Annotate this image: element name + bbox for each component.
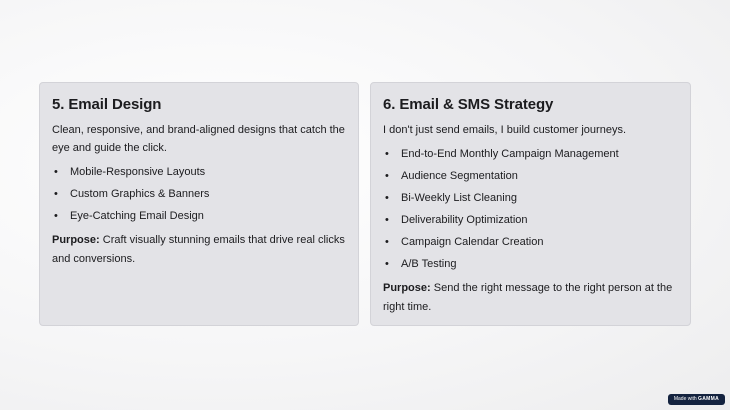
bullet-icon: •: [54, 166, 58, 178]
purpose-label: Purpose:: [383, 282, 431, 294]
made-with-gamma-badge[interactable]: Made with GAMMA: [668, 394, 725, 405]
list-item: • Eye-Catching Email Design: [52, 205, 346, 227]
bullet-icon: •: [385, 192, 389, 204]
card-title: 5. Email Design: [52, 96, 162, 113]
list-item: • Bi-Weekly List Cleaning: [383, 187, 678, 209]
card-description: Clean, responsive, and brand-aligned designs that catch the eye and guide the click.: [52, 124, 345, 154]
bullet-icon: •: [385, 236, 389, 248]
list-item: • Audience Segmentation: [383, 165, 678, 187]
bullet-icon: •: [385, 148, 389, 160]
bullet-icon: •: [385, 258, 389, 270]
email-design-card: [39, 82, 359, 326]
purpose-text: Purpose: Send the right message to the right person at the right time.: [383, 282, 673, 313]
bullet-icon: •: [54, 210, 58, 222]
bullet-icon: •: [385, 170, 389, 182]
list-item: • Custom Graphics & Banners: [52, 183, 346, 205]
card-title: 6. Email & SMS Strategy: [383, 96, 554, 113]
list-item: • A/B Testing: [383, 253, 678, 275]
list-item: • Mobile-Responsive Layouts: [52, 161, 346, 183]
gamma-logo: GAMMA: [698, 396, 719, 402]
bullet-icon: •: [54, 188, 58, 200]
list-item: • End-to-End Monthly Campaign Management: [383, 143, 678, 165]
feature-list: [383, 143, 678, 275]
card-description: I don't just send emails, I build customer journeys.: [383, 124, 626, 136]
bullet-icon: •: [385, 214, 389, 226]
list-item: • Deliverability Optimization: [383, 209, 678, 231]
feature-list: [52, 161, 346, 227]
email-sms-strategy-card: [370, 82, 691, 326]
purpose-label: Purpose:: [52, 234, 100, 246]
purpose-text: Purpose: Craft visually stunning emails that drive real clicks and conversions.: [52, 234, 345, 265]
list-item: • Campaign Calendar Creation: [383, 231, 678, 253]
